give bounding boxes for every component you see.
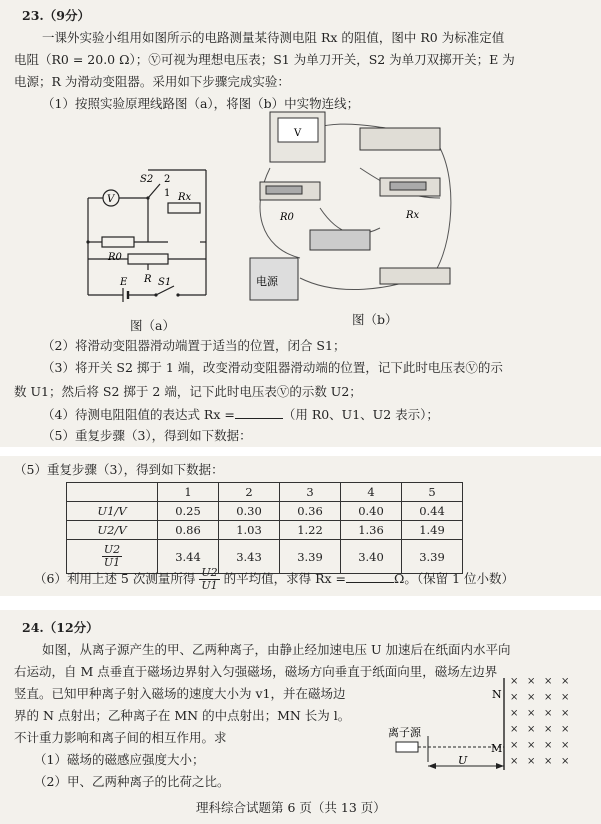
table-row-u2 [67, 521, 463, 540]
label-r0: R0 [108, 252, 122, 263]
photo-label-power-source: 电源 [256, 275, 278, 288]
figure-a-caption: 图（a） [130, 318, 175, 333]
field-cross: × [510, 724, 519, 735]
ratio-numerator: U2 [103, 543, 121, 556]
q23-step5-top: （5）重复步骤（3），得到如下数据： [42, 428, 252, 443]
q23-step6 [34, 566, 514, 592]
table-cell: 1.03 [219, 521, 280, 540]
field-cross: × [561, 724, 570, 735]
voltage-u-label: U [458, 754, 468, 767]
table-cell: 1.49 [402, 521, 463, 540]
q23-header: 23.（9分） [22, 8, 90, 23]
label-s1: S1 [158, 277, 172, 288]
label-rx: Rx [178, 192, 192, 203]
field-cross: × [561, 756, 570, 767]
photo-label-rx: Rx [406, 210, 420, 221]
label-terminal-2: 2 [164, 174, 171, 185]
q23-step3-line1: （3）将开关 S2 掷于 1 端，改变滑动变阻器滑动端的位置，记下此时电压表Ⓥ的示 [42, 360, 503, 375]
field-cross: × [510, 676, 519, 687]
point-m-label: M [491, 742, 503, 755]
field-cross: × [561, 708, 570, 719]
step6-frac-denominator: U1 [201, 579, 218, 592]
q23-step6-text1: （6）利用上述 5 次测量所得 [34, 571, 196, 586]
field-cross: × [561, 740, 570, 751]
q23-step3-line2: 数 U1；然后将 S2 掷于 2 端，记下此时电压表Ⓥ的示数 U2； [14, 384, 362, 399]
q24-line1: 如图，从离子源产生的甲、乙两种离子，由静止经加速电压 U 加速后在纸面内水平向 [42, 642, 511, 657]
table-cell: 3.44 [158, 540, 219, 574]
table-cell: 1.22 [280, 521, 341, 540]
field-cross: × [544, 740, 553, 751]
field-cross: × [527, 740, 536, 751]
field-cross: × [544, 676, 553, 687]
table-col-header: 2 [219, 483, 280, 502]
answer-blank-rx-expression [235, 406, 283, 419]
magnetic-field-crosses [510, 676, 569, 767]
separator-gap-1 [0, 447, 601, 456]
table-cell: 0.36 [280, 502, 341, 521]
q23-step6-text2: 的平均值，求得 Rx = [223, 571, 346, 586]
q23-step5: （5）重复步骤（3），得到如下数据： [14, 462, 224, 477]
table-row-label-u2: U2/V [67, 521, 158, 540]
field-cross: × [561, 676, 570, 687]
table-cell: 0.40 [341, 502, 402, 521]
field-cross: × [544, 756, 553, 767]
field-cross: × [510, 740, 519, 751]
q23-step4 [42, 406, 439, 423]
q23-intro-line2: 电阻（R0 = 20.0 Ω）；Ⓥ可视为理想电压表；S1 为单刀开关，S2 为单刀双掷开关；E 为 [14, 52, 515, 67]
ion-source-label: 离子源 [388, 726, 421, 739]
table-cell: 0.44 [402, 502, 463, 521]
table-col-header: 4 [341, 483, 402, 502]
field-cross: × [544, 708, 553, 719]
table-row-u1 [67, 502, 463, 521]
circuit-diagram-a [78, 160, 228, 310]
table-cell: 3.40 [341, 540, 402, 574]
field-cross: × [527, 676, 536, 687]
photo-label-voltmeter: V [294, 128, 302, 139]
q23-intro-line3: 电源；R 为滑动变阻器。采用如下步骤完成实验： [14, 74, 290, 89]
field-cross: × [527, 724, 536, 735]
q24-header: 24.（12分） [22, 620, 99, 635]
table-cell: 0.30 [219, 502, 280, 521]
field-cross: × [510, 756, 519, 767]
q24-question2: （2）甲、乙两种离子的比荷之比。 [34, 774, 230, 789]
label-voltmeter: V [107, 194, 115, 205]
label-r: R [144, 274, 152, 285]
table-cell: 3.43 [219, 540, 280, 574]
point-n-label: N [492, 688, 502, 701]
q23-step4-hint: （用 R0、U1、U2 表示）； [282, 407, 439, 422]
measurement-table [66, 482, 463, 574]
q23-intro-line1: 一课外实验小组用如图所示的电路测量某待测电阻 Rx 的阻值，图中 R0 为标准定值 [42, 30, 505, 45]
table-cell: 0.25 [158, 502, 219, 521]
table-header-row [67, 483, 463, 502]
field-cross: × [527, 756, 536, 767]
field-cross: × [561, 692, 570, 703]
ratio-denominator: U1 [103, 556, 121, 569]
q24-line2: 右运动，自 M 点垂直于磁场边界射入匀强磁场，磁场方向垂直于纸面向里，磁场左边界 [14, 664, 498, 679]
table-col-header: 1 [158, 483, 219, 502]
table-col-header: 3 [280, 483, 341, 502]
apparatus-photo-b [240, 108, 470, 308]
label-e: E [120, 277, 128, 288]
label-s2: S2 [140, 174, 154, 185]
field-cross: × [510, 708, 519, 719]
table-cell: 3.39 [280, 540, 341, 574]
q23-step6-text3: Ω。（保留 1 位小数） [394, 571, 515, 586]
table-cell: 3.39 [402, 540, 463, 574]
q24-line3: 竖直。已知甲种离子射入磁场的速度大小为 v1，并在磁场边 [14, 686, 346, 701]
table-row-label-u1: U1/V [67, 502, 158, 521]
table-col-header: 5 [402, 483, 463, 502]
q24-line5: 不计重力影响和离子间的相互作用。求 [14, 730, 227, 745]
separator-gap-2 [0, 596, 601, 610]
q23-step4-text: （4）待测电阻阻值的表达式 Rx = [42, 407, 235, 422]
field-cross: × [510, 692, 519, 703]
q24-question1: （1）磁场的磁感应强度大小； [34, 752, 205, 767]
q23-step1: （1）按照实验原理线路图（a），将图（b）中实物连线； [42, 96, 360, 111]
table-cell: 1.36 [341, 521, 402, 540]
answer-blank-rx-value [346, 570, 394, 583]
magnetic-field-diagram [384, 670, 580, 778]
table-cell: 0.86 [158, 521, 219, 540]
figure-b-caption: 图（b） [352, 312, 398, 327]
field-cross: × [544, 724, 553, 735]
label-terminal-1: 1 [164, 188, 171, 199]
q24-line4: 界的 N 点射出；乙种离子在 MN 的中点射出；MN 长为 l。 [14, 708, 351, 723]
step6-frac-numerator: U2 [201, 566, 218, 579]
page-footer: 理科综合试题第 6 页（共 13 页） [196, 800, 386, 815]
field-cross: × [527, 692, 536, 703]
field-cross: × [527, 708, 536, 719]
photo-label-r0: R0 [280, 212, 294, 223]
table-corner [67, 483, 158, 502]
q23-step2: （2）将滑动变阻器滑动端置于适当的位置，闭合 S1； [42, 338, 346, 353]
field-cross: × [544, 692, 553, 703]
